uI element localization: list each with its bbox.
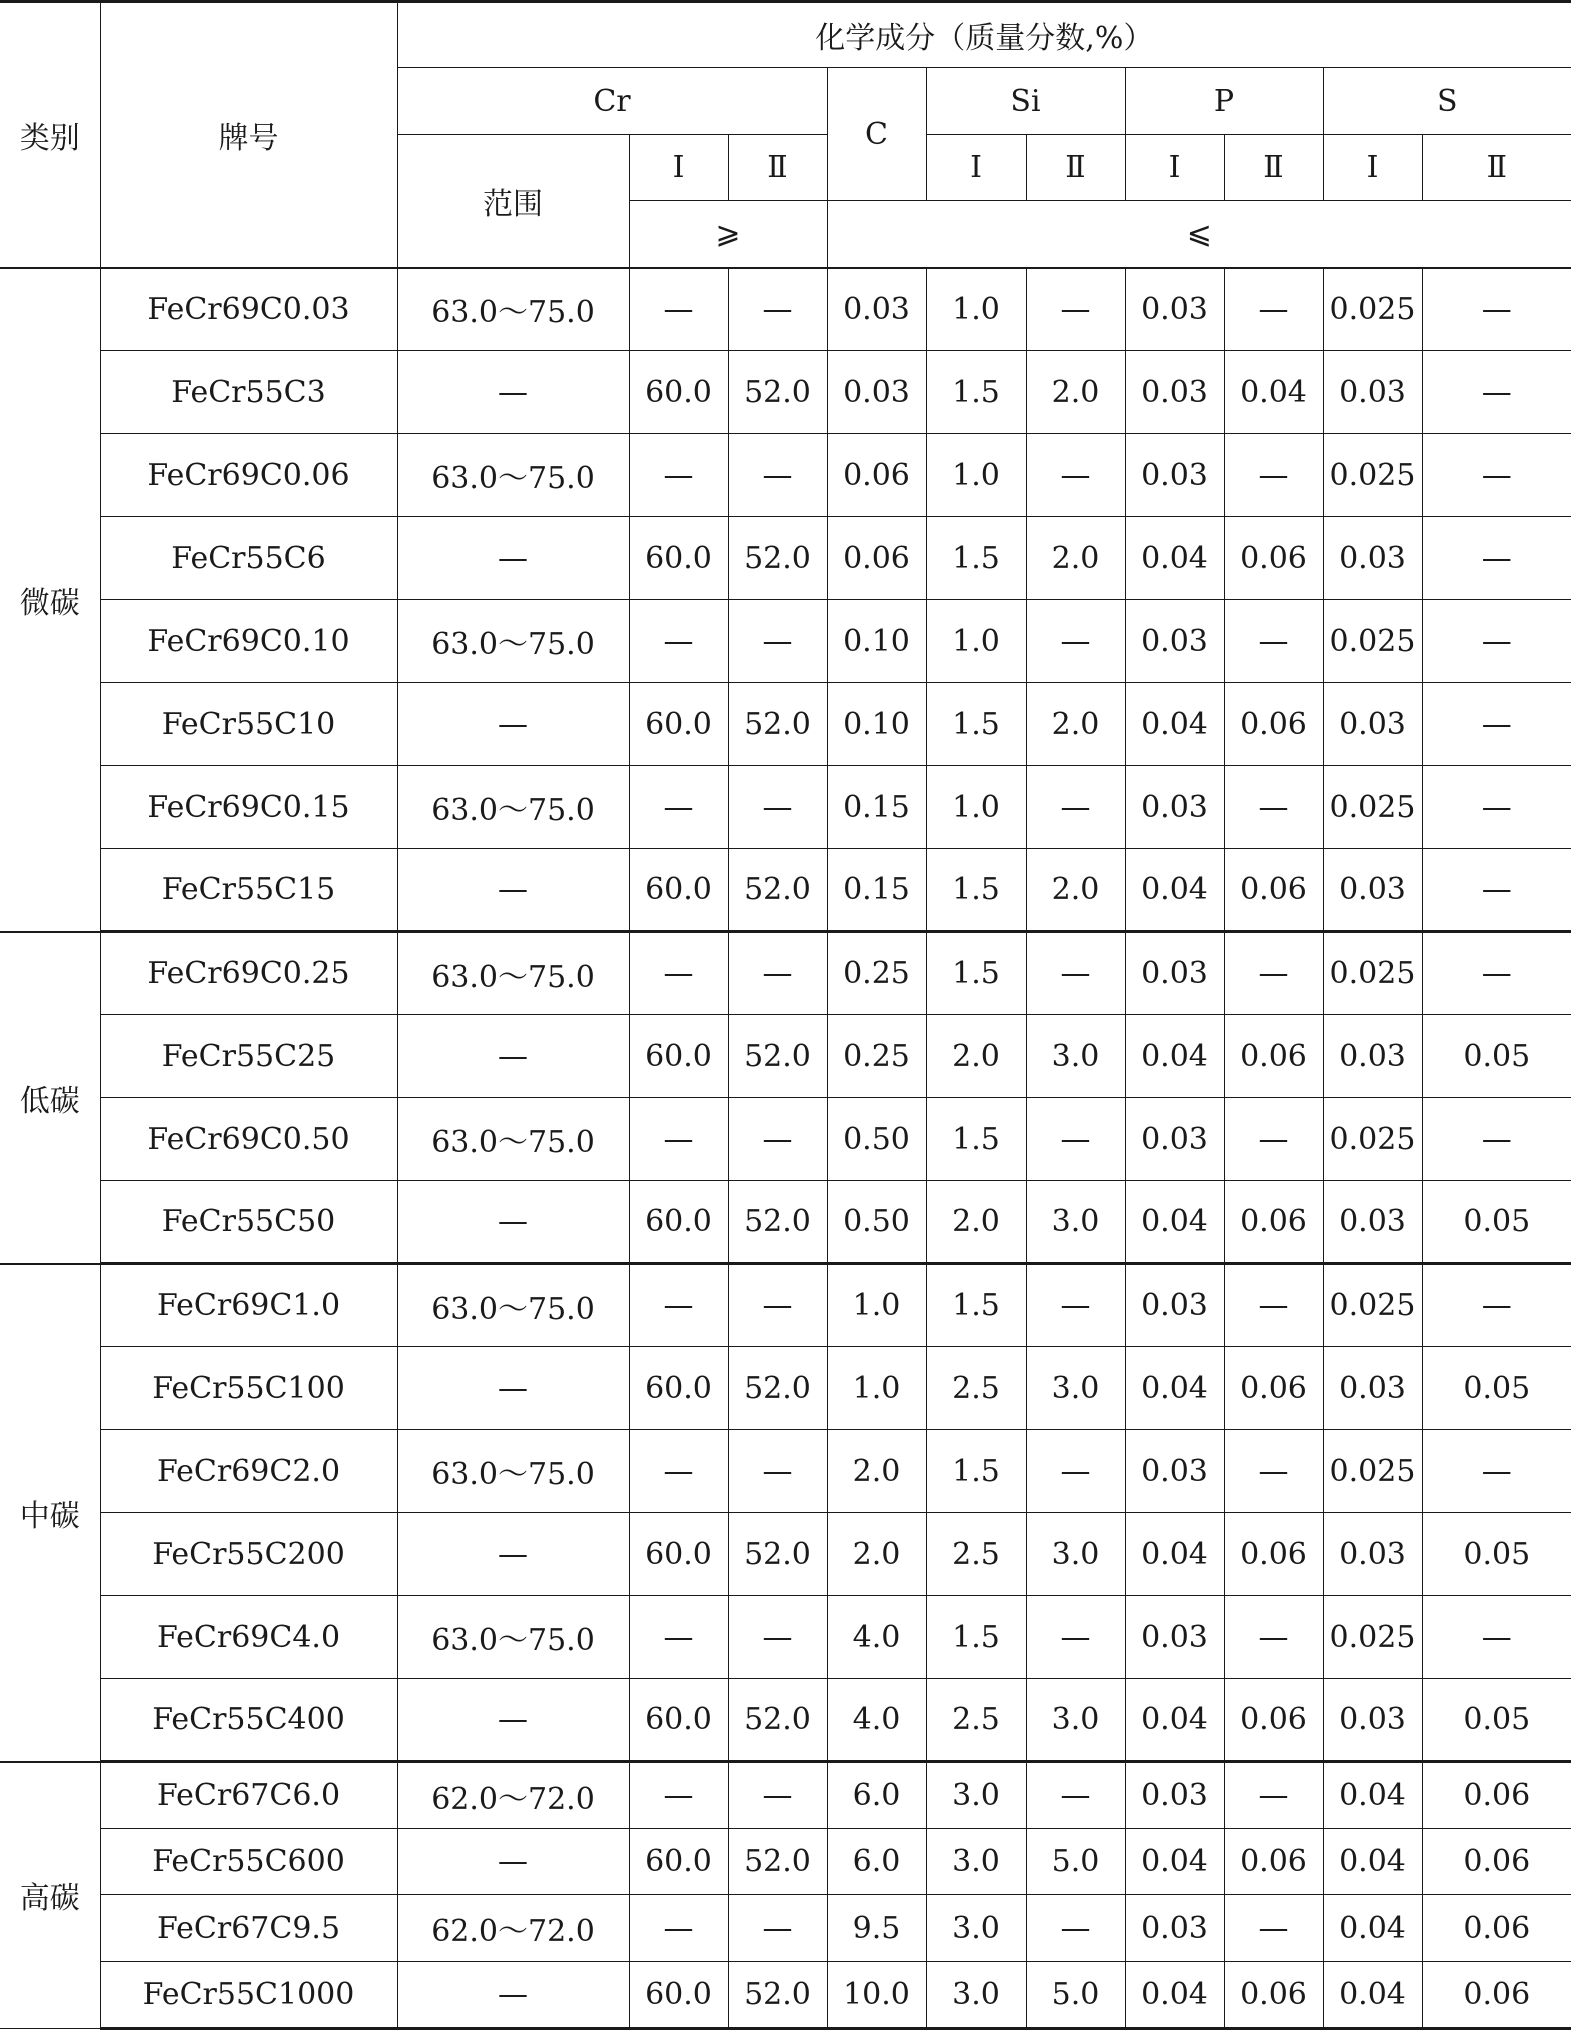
cr-class-1-cell: — <box>629 1762 728 1829</box>
cr-class-2-cell: — <box>728 600 827 683</box>
grade-cell: FeCr55C600 <box>100 1829 397 1895</box>
header-s: S <box>1323 68 1571 135</box>
s-class-2-cell: — <box>1422 268 1571 351</box>
table-row <box>0 268 1571 351</box>
cr-class-1-cell: 60.0 <box>629 1829 728 1895</box>
cr-class-2-cell: — <box>728 1596 827 1679</box>
cr-range-cell: 63.0～75.0 <box>397 1430 629 1513</box>
si-class-2-cell: 3.0 <box>1026 1679 1125 1762</box>
p-class-2-cell: — <box>1224 1596 1323 1679</box>
cr-class-1-cell: 60.0 <box>629 849 728 932</box>
s-class-2-cell: 0.06 <box>1422 1895 1571 1962</box>
table-row <box>0 1762 1571 1829</box>
si-class-1-cell: 1.5 <box>926 1596 1026 1679</box>
header-p: P <box>1125 68 1323 135</box>
header-composition: 化学成分（质量分数,%） <box>397 2 1571 68</box>
p-class-2-cell: — <box>1224 434 1323 517</box>
si-class-2-cell: 3.0 <box>1026 1513 1125 1596</box>
cr-range-cell: — <box>397 1829 629 1895</box>
p-class-1-cell: 0.04 <box>1125 1513 1224 1596</box>
c-cell: 4.0 <box>827 1679 926 1762</box>
table-row <box>0 517 1571 600</box>
category-group <box>0 1762 1571 2029</box>
table-row <box>0 766 1571 849</box>
c-cell: 0.25 <box>827 1015 926 1098</box>
c-cell: 6.0 <box>827 1829 926 1895</box>
p-class-2-cell: 0.06 <box>1224 683 1323 766</box>
table-row <box>0 1895 1571 1962</box>
cr-class-2-cell: 52.0 <box>728 1181 827 1264</box>
grade-cell: FeCr55C200 <box>100 1513 397 1596</box>
s-class-2-cell: 0.05 <box>1422 1181 1571 1264</box>
cr-class-1-cell: 60.0 <box>629 1679 728 1762</box>
cr-class-2-cell: 52.0 <box>728 849 827 932</box>
si-class-2-cell: — <box>1026 1430 1125 1513</box>
category-cell: 高碳 <box>0 1762 100 2029</box>
p-class-1-cell: 0.04 <box>1125 1347 1224 1430</box>
s-class-1-cell: 0.025 <box>1323 268 1422 351</box>
cr-range-cell: — <box>397 683 629 766</box>
table-row <box>0 1347 1571 1430</box>
s-class-1-cell: 0.03 <box>1323 683 1422 766</box>
p-class-2-cell: — <box>1224 932 1323 1015</box>
header-cr-class-2: Ⅱ <box>728 135 827 201</box>
cr-range-cell: 63.0～75.0 <box>397 600 629 683</box>
table-row <box>0 600 1571 683</box>
category-group <box>0 1264 1571 1762</box>
cr-class-1-cell: — <box>629 434 728 517</box>
p-class-2-cell: 0.06 <box>1224 1347 1323 1430</box>
p-class-2-cell: — <box>1224 268 1323 351</box>
s-class-1-cell: 0.025 <box>1323 766 1422 849</box>
c-cell: 0.15 <box>827 766 926 849</box>
cr-class-1-cell: — <box>629 600 728 683</box>
cr-class-1-cell: 60.0 <box>629 1962 728 2029</box>
header-cr-class-1: Ⅰ <box>629 135 728 201</box>
p-class-1-cell: 0.03 <box>1125 268 1224 351</box>
si-class-2-cell: 3.0 <box>1026 1181 1125 1264</box>
s-class-2-cell: 0.05 <box>1422 1679 1571 1762</box>
header-cr: Cr <box>397 68 827 135</box>
s-class-1-cell: 0.03 <box>1323 517 1422 600</box>
p-class-2-cell: 0.04 <box>1224 351 1323 434</box>
header-p-class-2: Ⅱ <box>1224 135 1323 201</box>
s-class-2-cell: — <box>1422 351 1571 434</box>
cr-class-2-cell: — <box>728 268 827 351</box>
header-s-class-1: Ⅰ <box>1323 135 1422 201</box>
p-class-1-cell: 0.03 <box>1125 766 1224 849</box>
cr-class-2-cell: — <box>728 1895 827 1962</box>
s-class-2-cell: — <box>1422 1430 1571 1513</box>
cr-class-2-cell: — <box>728 1098 827 1181</box>
p-class-1-cell: 0.03 <box>1125 932 1224 1015</box>
cr-range-cell: 63.0～75.0 <box>397 268 629 351</box>
si-class-2-cell: — <box>1026 600 1125 683</box>
c-cell: 0.10 <box>827 683 926 766</box>
grade-cell: FeCr55C3 <box>100 351 397 434</box>
c-cell: 2.0 <box>827 1513 926 1596</box>
cr-class-2-cell: — <box>728 932 827 1015</box>
header-gte: ⩾ <box>629 201 827 268</box>
s-class-2-cell: — <box>1422 434 1571 517</box>
si-class-1-cell: 2.5 <box>926 1347 1026 1430</box>
cr-class-2-cell: 52.0 <box>728 1347 827 1430</box>
si-class-1-cell: 1.5 <box>926 683 1026 766</box>
si-class-1-cell: 2.0 <box>926 1181 1026 1264</box>
p-class-2-cell: — <box>1224 600 1323 683</box>
category-cell: 中碳 <box>0 1264 100 1762</box>
cr-class-2-cell: 52.0 <box>728 1015 827 1098</box>
p-class-1-cell: 0.03 <box>1125 351 1224 434</box>
s-class-2-cell: 0.06 <box>1422 1829 1571 1895</box>
si-class-1-cell: 1.0 <box>926 434 1026 517</box>
grade-cell: FeCr55C100 <box>100 1347 397 1430</box>
cr-class-1-cell: — <box>629 932 728 1015</box>
si-class-2-cell: — <box>1026 932 1125 1015</box>
s-class-1-cell: 0.03 <box>1323 1513 1422 1596</box>
cr-class-1-cell: 60.0 <box>629 683 728 766</box>
si-class-1-cell: 1.5 <box>926 1430 1026 1513</box>
p-class-1-cell: 0.04 <box>1125 1962 1224 2029</box>
header-category: 类别 <box>0 2 100 268</box>
si-class-2-cell: — <box>1026 1596 1125 1679</box>
si-class-2-cell: — <box>1026 1895 1125 1962</box>
table-row <box>0 1015 1571 1098</box>
grade-cell: FeCr69C4.0 <box>100 1596 397 1679</box>
cr-range-cell: — <box>397 1347 629 1430</box>
s-class-1-cell: 0.03 <box>1323 351 1422 434</box>
table-row <box>0 849 1571 932</box>
cr-class-1-cell: 60.0 <box>629 1181 728 1264</box>
cr-range-cell: 62.0～72.0 <box>397 1895 629 1962</box>
cr-range-cell: — <box>397 1962 629 2029</box>
s-class-1-cell: 0.025 <box>1323 1264 1422 1347</box>
grade-cell: FeCr55C25 <box>100 1015 397 1098</box>
p-class-1-cell: 0.03 <box>1125 1098 1224 1181</box>
s-class-2-cell: — <box>1422 932 1571 1015</box>
table-row <box>0 1596 1571 1679</box>
si-class-1-cell: 3.0 <box>926 1762 1026 1829</box>
cr-class-2-cell: 52.0 <box>728 1679 827 1762</box>
si-class-1-cell: 1.5 <box>926 932 1026 1015</box>
si-class-1-cell: 3.0 <box>926 1829 1026 1895</box>
cr-class-2-cell: — <box>728 1430 827 1513</box>
grade-cell: FeCr55C50 <box>100 1181 397 1264</box>
cr-range-cell: 62.0～72.0 <box>397 1762 629 1829</box>
p-class-1-cell: 0.04 <box>1125 517 1224 600</box>
s-class-2-cell: 0.05 <box>1422 1347 1571 1430</box>
p-class-2-cell: — <box>1224 1098 1323 1181</box>
table-row <box>0 1264 1571 1347</box>
header-si: Si <box>926 68 1125 135</box>
si-class-1-cell: 1.0 <box>926 600 1026 683</box>
s-class-1-cell: 0.03 <box>1323 1347 1422 1430</box>
c-cell: 0.25 <box>827 932 926 1015</box>
header-p-class-1: Ⅰ <box>1125 135 1224 201</box>
s-class-2-cell: — <box>1422 683 1571 766</box>
s-class-1-cell: 0.04 <box>1323 1962 1422 2029</box>
cr-class-2-cell: 52.0 <box>728 1829 827 1895</box>
cr-class-1-cell: — <box>629 1264 728 1347</box>
cr-class-2-cell: — <box>728 766 827 849</box>
si-class-1-cell: 1.0 <box>926 268 1026 351</box>
grade-cell: FeCr67C6.0 <box>100 1762 397 1829</box>
p-class-1-cell: 0.04 <box>1125 1015 1224 1098</box>
cr-class-1-cell: — <box>629 1430 728 1513</box>
c-cell: 2.0 <box>827 1430 926 1513</box>
cr-class-1-cell: — <box>629 1895 728 1962</box>
grade-cell: FeCr55C10 <box>100 683 397 766</box>
si-class-1-cell: 1.5 <box>926 351 1026 434</box>
category-cell: 微碳 <box>0 268 100 932</box>
p-class-1-cell: 0.03 <box>1125 1895 1224 1962</box>
s-class-2-cell: 0.05 <box>1422 1513 1571 1596</box>
cr-class-2-cell: 52.0 <box>728 683 827 766</box>
s-class-2-cell: 0.06 <box>1422 1762 1571 1829</box>
p-class-2-cell: — <box>1224 1895 1323 1962</box>
s-class-2-cell: 0.06 <box>1422 1962 1571 2029</box>
s-class-2-cell: — <box>1422 517 1571 600</box>
cr-class-2-cell: 52.0 <box>728 1962 827 2029</box>
si-class-1-cell: 1.5 <box>926 1264 1026 1347</box>
grade-cell: FeCr69C0.06 <box>100 434 397 517</box>
cr-class-1-cell: 60.0 <box>629 1015 728 1098</box>
s-class-2-cell: — <box>1422 766 1571 849</box>
s-class-1-cell: 0.04 <box>1323 1895 1422 1962</box>
table-row <box>0 1098 1571 1181</box>
table-row <box>0 1829 1571 1895</box>
grade-cell: FeCr69C0.10 <box>100 600 397 683</box>
header-s-class-2: Ⅱ <box>1422 135 1571 201</box>
c-cell: 0.15 <box>827 849 926 932</box>
p-class-2-cell: 0.06 <box>1224 1015 1323 1098</box>
si-class-2-cell: 2.0 <box>1026 683 1125 766</box>
si-class-2-cell: 5.0 <box>1026 1829 1125 1895</box>
s-class-1-cell: 0.03 <box>1323 1679 1422 1762</box>
si-class-2-cell: — <box>1026 1762 1125 1829</box>
p-class-1-cell: 0.03 <box>1125 434 1224 517</box>
p-class-1-cell: 0.04 <box>1125 683 1224 766</box>
cr-range-cell: — <box>397 1181 629 1264</box>
grade-cell: FeCr69C0.50 <box>100 1098 397 1181</box>
si-class-2-cell: 2.0 <box>1026 351 1125 434</box>
c-cell: 1.0 <box>827 1347 926 1430</box>
s-class-2-cell: — <box>1422 1596 1571 1679</box>
table-row <box>0 1181 1571 1264</box>
c-cell: 0.03 <box>827 268 926 351</box>
c-cell: 9.5 <box>827 1895 926 1962</box>
cr-class-2-cell: 52.0 <box>728 517 827 600</box>
p-class-1-cell: 0.03 <box>1125 1430 1224 1513</box>
c-cell: 0.06 <box>827 434 926 517</box>
table-row <box>0 1679 1571 1762</box>
table-row <box>0 1430 1571 1513</box>
c-cell: 10.0 <box>827 1962 926 2029</box>
table-row <box>0 351 1571 434</box>
grade-cell: FeCr69C0.03 <box>100 268 397 351</box>
p-class-2-cell: 0.06 <box>1224 517 1323 600</box>
si-class-2-cell: — <box>1026 434 1125 517</box>
table-row <box>0 932 1571 1015</box>
p-class-2-cell: — <box>1224 1762 1323 1829</box>
table-row <box>0 434 1571 517</box>
si-class-2-cell: — <box>1026 1098 1125 1181</box>
grade-cell: FeCr69C0.15 <box>100 766 397 849</box>
s-class-1-cell: 0.03 <box>1323 849 1422 932</box>
c-cell: 6.0 <box>827 1762 926 1829</box>
cr-range-cell: — <box>397 1015 629 1098</box>
c-cell: 0.10 <box>827 600 926 683</box>
s-class-2-cell: — <box>1422 849 1571 932</box>
p-class-1-cell: 0.03 <box>1125 1264 1224 1347</box>
p-class-1-cell: 0.04 <box>1125 1829 1224 1895</box>
cr-class-1-cell: — <box>629 766 728 849</box>
table-row <box>0 1962 1571 2029</box>
cr-range-cell: 63.0～75.0 <box>397 434 629 517</box>
grade-cell: FeCr55C1000 <box>100 1962 397 2029</box>
category-cell: 低碳 <box>0 932 100 1264</box>
header-si-class-2: Ⅱ <box>1026 135 1125 201</box>
table-row <box>0 683 1571 766</box>
si-class-2-cell: — <box>1026 1264 1125 1347</box>
p-class-2-cell: — <box>1224 766 1323 849</box>
p-class-2-cell: 0.06 <box>1224 1829 1323 1895</box>
cr-range-cell: 63.0～75.0 <box>397 1264 629 1347</box>
grade-cell: FeCr69C1.0 <box>100 1264 397 1347</box>
cr-class-2-cell: — <box>728 434 827 517</box>
cr-range-cell: 63.0～75.0 <box>397 932 629 1015</box>
p-class-2-cell: 0.06 <box>1224 1513 1323 1596</box>
s-class-1-cell: 0.025 <box>1323 434 1422 517</box>
s-class-1-cell: 0.025 <box>1323 932 1422 1015</box>
cr-class-2-cell: 52.0 <box>728 1513 827 1596</box>
cr-range-cell: — <box>397 1513 629 1596</box>
si-class-2-cell: 2.0 <box>1026 849 1125 932</box>
header-si-class-1: Ⅰ <box>926 135 1026 201</box>
si-class-2-cell: 5.0 <box>1026 1962 1125 2029</box>
grade-cell: FeCr55C15 <box>100 849 397 932</box>
cr-range-cell: — <box>397 849 629 932</box>
s-class-1-cell: 0.025 <box>1323 600 1422 683</box>
header-cr-range: 范围 <box>397 135 629 268</box>
c-cell: 0.50 <box>827 1181 926 1264</box>
p-class-2-cell: 0.06 <box>1224 849 1323 932</box>
si-class-2-cell: 3.0 <box>1026 1015 1125 1098</box>
grade-cell: FeCr67C9.5 <box>100 1895 397 1962</box>
cr-class-1-cell: — <box>629 1098 728 1181</box>
p-class-1-cell: 0.04 <box>1125 1181 1224 1264</box>
cr-class-1-cell: 60.0 <box>629 1513 728 1596</box>
cr-class-1-cell: 60.0 <box>629 351 728 434</box>
p-class-2-cell: — <box>1224 1430 1323 1513</box>
header-grade: 牌号 <box>100 2 397 268</box>
p-class-2-cell: 0.06 <box>1224 1679 1323 1762</box>
header-c: C <box>827 68 926 201</box>
p-class-1-cell: 0.03 <box>1125 1762 1224 1829</box>
si-class-2-cell: — <box>1026 766 1125 849</box>
s-class-1-cell: 0.025 <box>1323 1596 1422 1679</box>
cr-class-1-cell: — <box>629 1596 728 1679</box>
grade-cell: FeCr55C6 <box>100 517 397 600</box>
si-class-1-cell: 1.5 <box>926 1098 1026 1181</box>
si-class-1-cell: 1.0 <box>926 766 1026 849</box>
grade-cell: FeCr69C0.25 <box>100 932 397 1015</box>
cr-range-cell: — <box>397 351 629 434</box>
header-lte: ⩽ <box>827 201 1571 268</box>
s-class-1-cell: 0.04 <box>1323 1829 1422 1895</box>
cr-class-2-cell: — <box>728 1762 827 1829</box>
s-class-2-cell: 0.05 <box>1422 1015 1571 1098</box>
si-class-1-cell: 2.0 <box>926 1015 1026 1098</box>
cr-range-cell: — <box>397 1679 629 1762</box>
p-class-2-cell: — <box>1224 1264 1323 1347</box>
c-cell: 0.03 <box>827 351 926 434</box>
grade-cell: FeCr69C2.0 <box>100 1430 397 1513</box>
s-class-2-cell: — <box>1422 600 1571 683</box>
s-class-1-cell: 0.025 <box>1323 1098 1422 1181</box>
s-class-1-cell: 0.03 <box>1323 1181 1422 1264</box>
cr-class-2-cell: — <box>728 1264 827 1347</box>
c-cell: 0.50 <box>827 1098 926 1181</box>
cr-range-cell: — <box>397 517 629 600</box>
cr-class-2-cell: 52.0 <box>728 351 827 434</box>
cr-class-1-cell: — <box>629 268 728 351</box>
p-class-1-cell: 0.04 <box>1125 849 1224 932</box>
cr-class-1-cell: 60.0 <box>629 1347 728 1430</box>
p-class-2-cell: 0.06 <box>1224 1962 1323 2029</box>
si-class-1-cell: 2.5 <box>926 1679 1026 1762</box>
s-class-1-cell: 0.04 <box>1323 1762 1422 1829</box>
si-class-1-cell: 2.5 <box>926 1513 1026 1596</box>
c-cell: 4.0 <box>827 1596 926 1679</box>
c-cell: 1.0 <box>827 1264 926 1347</box>
cr-range-cell: 63.0～75.0 <box>397 1596 629 1679</box>
p-class-2-cell: 0.06 <box>1224 1181 1323 1264</box>
category-group <box>0 268 1571 932</box>
p-class-1-cell: 0.03 <box>1125 600 1224 683</box>
c-cell: 0.06 <box>827 517 926 600</box>
s-class-1-cell: 0.03 <box>1323 1015 1422 1098</box>
cr-range-cell: 63.0～75.0 <box>397 766 629 849</box>
cr-range-cell: 63.0～75.0 <box>397 1098 629 1181</box>
s-class-1-cell: 0.025 <box>1323 1430 1422 1513</box>
si-class-1-cell: 1.5 <box>926 517 1026 600</box>
s-class-2-cell: — <box>1422 1098 1571 1181</box>
si-class-1-cell: 3.0 <box>926 1895 1026 1962</box>
si-class-2-cell: 2.0 <box>1026 517 1125 600</box>
si-class-1-cell: 1.5 <box>926 849 1026 932</box>
s-class-2-cell: — <box>1422 1264 1571 1347</box>
p-class-1-cell: 0.03 <box>1125 1596 1224 1679</box>
table-row <box>0 1513 1571 1596</box>
grade-cell: FeCr55C400 <box>100 1679 397 1762</box>
si-class-1-cell: 3.0 <box>926 1962 1026 2029</box>
si-class-2-cell: — <box>1026 268 1125 351</box>
table-header <box>0 2 1571 268</box>
p-class-1-cell: 0.04 <box>1125 1679 1224 1762</box>
category-group <box>0 932 1571 1264</box>
cr-class-1-cell: 60.0 <box>629 517 728 600</box>
si-class-2-cell: 3.0 <box>1026 1347 1125 1430</box>
